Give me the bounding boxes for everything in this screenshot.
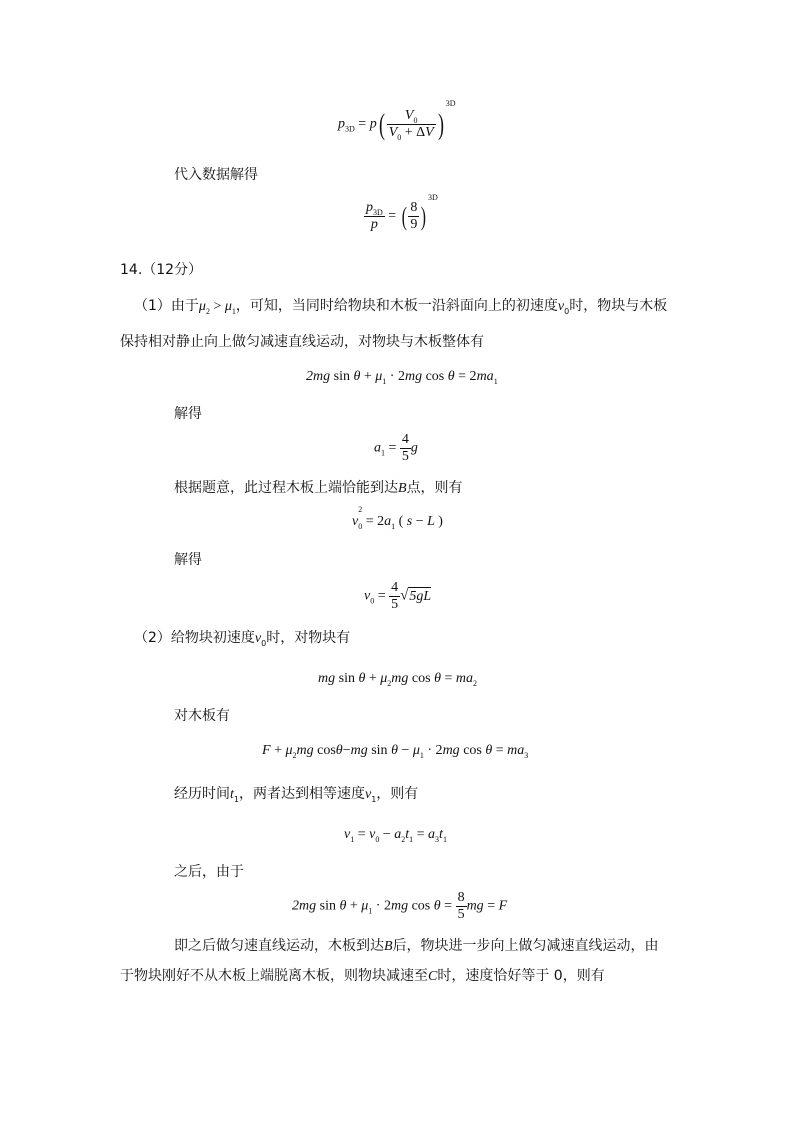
paragraph-2-line-1: （2）给物块初速度$v_0$时，对物块有 [134,630,351,648]
text-zhihou: 之后，由于 [174,864,244,880]
equation-pressure-ratio: $\frac{p_{3D}}{p}$ = ( $\frac{8}{9}$ )$^{3D}$ [366,193,438,232]
equation-whole-motion: 2mg $\sin \theta + \mu_1 \cdot 2mg$ $\cos \theta = 2ma_1$ [306,369,498,386]
paragraph-last-line-2: 于物块刚好不从木板上端脱离木板，则物块减速至C时，速度恰好等于 0，则有 [120,968,605,984]
equation-block-motion: mg $\sin \theta + \mu_2mg$ $\cos \theta = ma_2$ [318,671,478,688]
equation-pressure: $p_{3D} = p$( $\frac{V_0}{V_0 + \Delta V}$ )$^{3D}$ [338,99,456,142]
equation-board-motion: $F + \mu_2mg$ cosθ−mg $\sin \theta - \mu_1 \cdot 2mg$ $\cos \theta = ma_3$ [262,743,529,760]
equation-force-balance: 2mg $\sin \theta + \mu_1 \cdot 2mg$ cos θ = $\frac{8}{5}$ mg = F [292,890,508,922]
equation-v0-squared: v $_{2 0} = 2a_1$ ( s − L ) [352,504,443,531]
paragraph-genju: 根据题意，此过程木板上端恰能到达B点，则有 [174,480,463,496]
paragraph-jingli: 经历时间$t_1$，两者达到相等速度$v_1$，则有 [174,786,419,804]
equation-a1: $a_1$ = $\frac{4}{5}$ g [374,432,418,464]
text-sub-data: 代入数据解得 [174,167,258,183]
paragraph-1-line-2: 保持相对静止向上做匀减速直线运动，对物块与木板整体有 [120,334,484,350]
text-jiede-2: 解得 [174,552,202,568]
text-jiede-1: 解得 [174,406,202,422]
text-duimuban: 对木板有 [174,708,230,724]
question-14-heading: 14.（12分） [120,262,203,278]
paragraph-last-line-1: 即之后做匀速直线运动，木板到达B后，物块进一步向上做匀减速直线运动，由 [174,938,659,954]
equation-v1: $v_1 = v_0 - a_2t_1 = a_3t_1$ [344,827,447,844]
equation-v0: $v_0$ = $\frac{4}{5}$ √5gL [364,580,432,612]
paragraph-1-line-1: （1）由于$\mu_2 > \mu_1$，可知，当同时给物块和木板一沿斜面向上的初速度$v_0$时，物块与木板 [134,298,668,316]
